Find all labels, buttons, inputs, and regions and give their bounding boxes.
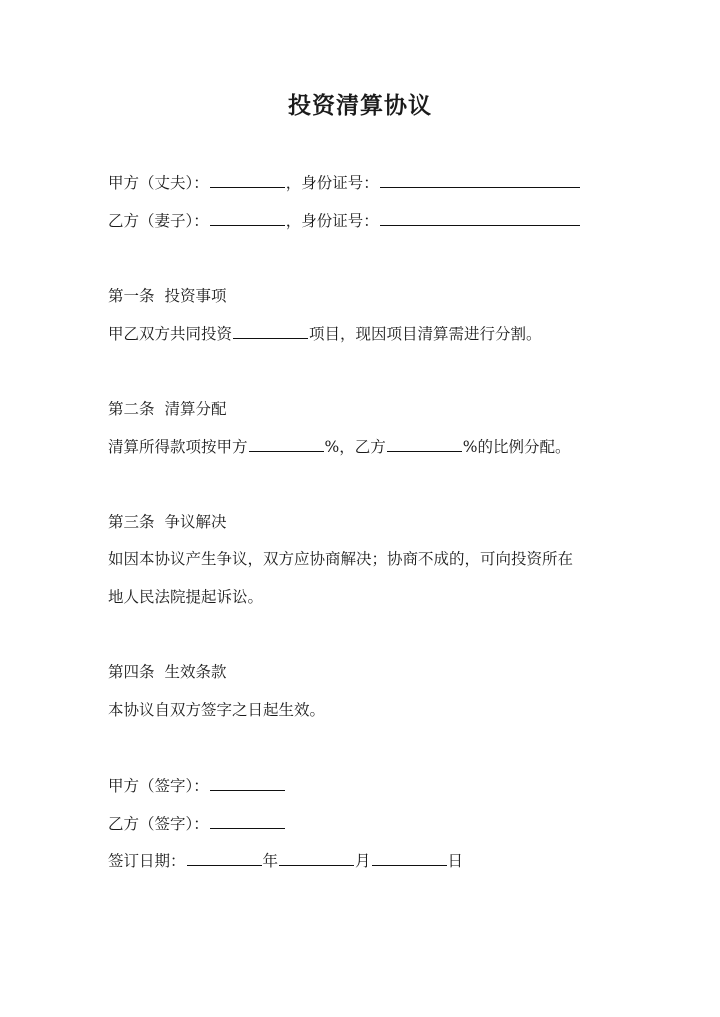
day-label: 日 <box>447 852 464 870</box>
article-4-body: 本协议自双方签字之日起生效。 <box>108 701 326 719</box>
party-a-line <box>108 170 581 195</box>
article-2-text-1: 清算所得款项按甲方 <box>108 438 248 456</box>
article-1-number: 第一条 <box>108 287 155 305</box>
party-a-percent-blank[interactable] <box>249 434 324 452</box>
party-a-signature-line <box>108 773 286 798</box>
month-label: 月 <box>355 852 371 870</box>
signing-date-label: 签订日期： <box>108 852 186 870</box>
party-a-label: 甲方（丈夫）： <box>108 174 209 192</box>
article-3-body-line-1: 如因本协议产生争议，双方应协商解决；协商不成的，可向投资所在 <box>108 550 574 568</box>
article-1-title: 投资事项 <box>164 287 227 305</box>
party-a-signature-blank[interactable] <box>210 773 285 791</box>
article-4-title: 生效条款 <box>164 663 227 681</box>
project-name-blank[interactable] <box>233 321 308 339</box>
article-1-text-after: 项目，现因项目清算需进行分割。 <box>309 325 542 343</box>
signing-date-line <box>108 848 463 873</box>
party-a-id-blank[interactable] <box>380 170 580 188</box>
article-3-title: 争议解决 <box>164 513 227 531</box>
article-3-number: 第三条 <box>108 513 155 531</box>
article-1-body <box>108 321 542 346</box>
article-2-body <box>108 434 570 459</box>
article-1-text-before: 甲乙双方共同投资 <box>108 325 233 343</box>
article-3-body-line-2: 地人民法院提起诉讼。 <box>108 588 264 606</box>
party-a-id-label: ，身份证号： <box>285 174 379 192</box>
year-blank[interactable] <box>187 848 262 866</box>
year-label: 年 <box>262 852 279 870</box>
party-b-id-blank[interactable] <box>380 208 580 226</box>
party-b-label: 乙方（妻子）： <box>108 212 209 230</box>
party-b-percent-blank[interactable] <box>387 434 462 452</box>
party-b-line <box>108 208 581 233</box>
party-a-name-blank[interactable] <box>210 170 285 188</box>
party-b-signature-line <box>108 811 286 836</box>
article-2-text-3: %的比例分配。 <box>462 438 571 456</box>
article-2-heading <box>108 397 227 421</box>
month-blank[interactable] <box>279 848 354 866</box>
article-1-heading <box>108 284 227 308</box>
article-4-number: 第四条 <box>108 663 155 681</box>
article-4-heading <box>108 660 227 684</box>
document-title: 投资清算协议 <box>288 92 432 119</box>
article-2-number: 第二条 <box>108 400 155 418</box>
party-b-signature-blank[interactable] <box>210 811 285 829</box>
party-b-id-label: ，身份证号： <box>285 212 379 230</box>
day-blank[interactable] <box>372 848 447 866</box>
party-b-name-blank[interactable] <box>210 208 285 226</box>
article-3-heading <box>108 510 227 534</box>
party-a-sign-label: 甲方（签字）： <box>108 777 209 795</box>
article-2-title: 清算分配 <box>164 400 227 418</box>
party-b-sign-label: 乙方（签字）： <box>108 815 209 833</box>
article-2-text-2: %，乙方 <box>324 438 386 456</box>
